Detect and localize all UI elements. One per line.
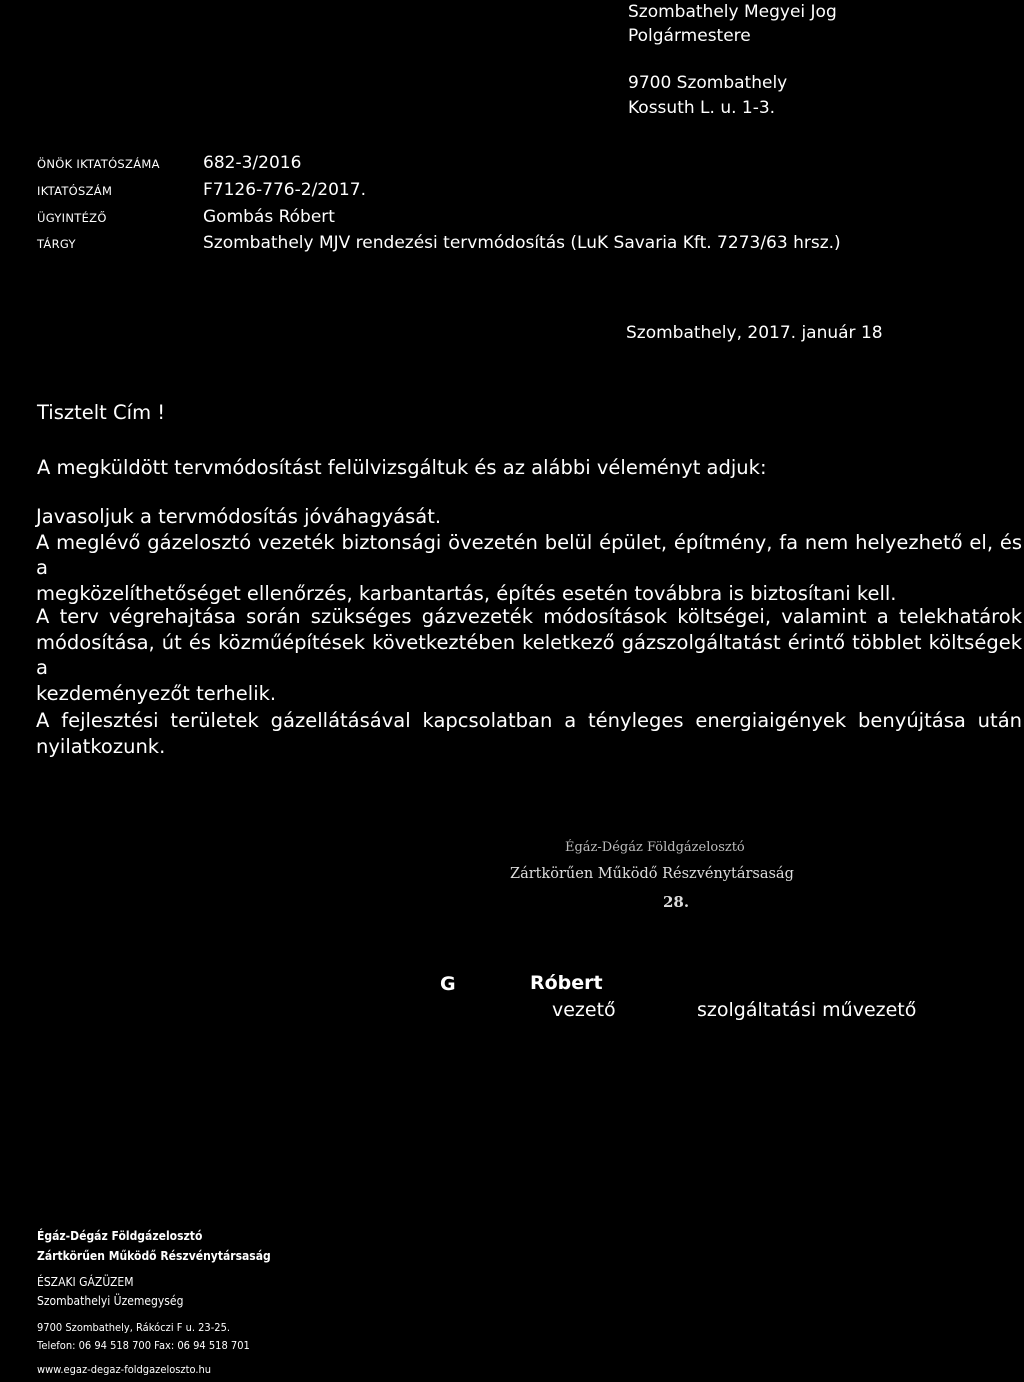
signature-title-2: szolgáltatási művezető bbox=[697, 999, 917, 1021]
stamp-line3: 28. bbox=[663, 893, 690, 911]
paragraph-2 bbox=[36, 604, 1022, 706]
paragraph-2-line-2: módosítása, út és közműépítések következtében keletkező gázszolgáltatást érintő többlet költségek a bbox=[36, 630, 1022, 679]
paragraph-2-line-3: kezdeményezőt terhelik. bbox=[36, 681, 277, 705]
paragraph-3-line-2: nyilatkozunk. bbox=[36, 734, 166, 758]
letter-date: Szombathely, 2017. január 18 bbox=[626, 323, 883, 343]
paragraph-1 bbox=[36, 504, 1022, 606]
paragraph-2-line-1: A terv végrehajtása során szükséges gázvezeték módosítások költségei, valamint a telekhatárok bbox=[36, 605, 1022, 628]
onok-label: ÖNÖK IKTATÓSZÁMA bbox=[37, 157, 160, 171]
footer-phone: Telefon: 06 94 518 700 Fax: 06 94 518 701 bbox=[37, 1339, 250, 1352]
intro-sentence: A megküldött tervmódosítást felülvizsgáltuk és az alábbi véleményt adjuk: bbox=[37, 456, 767, 479]
salutation: Tisztelt Cím ! bbox=[37, 401, 166, 424]
iktato-value: F7126-776-2/2017. bbox=[203, 180, 366, 200]
onok-value: 682-3/2016 bbox=[203, 153, 302, 173]
paragraph-1-line-2: A meglévő gázelosztó vezeték biztonsági övezetén belül épület, építmény, fa nem helyezhető el, és a bbox=[36, 530, 1022, 579]
signature-name: Róbert bbox=[530, 972, 603, 994]
signature-initial: G bbox=[440, 973, 456, 995]
footer-unit: ÉSZAKI GÁZÜZEM bbox=[37, 1275, 134, 1289]
footer-address: 9700 Szombathely, Rákóczi F u. 23-25. bbox=[37, 1321, 231, 1334]
paragraph-1-line-1: Javasoljuk a tervmódosítás jóváhagyását. bbox=[36, 505, 442, 528]
paragraph-3 bbox=[36, 708, 1022, 759]
recipient-line2: Polgármestere bbox=[628, 26, 751, 46]
footer-web: www.egaz-degaz-foldgazeloszto.hu bbox=[37, 1363, 212, 1376]
signature-title-1: vezető bbox=[552, 999, 616, 1021]
stamp-line2: Zártkörűen Működő Részvénytársaság bbox=[510, 866, 794, 882]
stamp-line1: Égáz-Dégáz Földgázelosztó bbox=[565, 840, 745, 855]
ugyintezo-value: Gombás Róbert bbox=[203, 207, 335, 227]
paragraph-3-line-1: A fejlesztési területek gázellátásával kapcsolatban a tényleges energiaigények benyújtása után bbox=[36, 709, 1022, 732]
paragraph-1-line-3: megközelíthetőséget ellenőrzés, karbantartás, építés esetén továbbra is biztosítani kell. bbox=[36, 581, 897, 605]
ugyintezo-label: ÜGYINTÉZŐ bbox=[37, 211, 107, 225]
targy-label: TÁRGY bbox=[37, 237, 76, 251]
footer-subunit: Szombathelyi Üzemegység bbox=[37, 1294, 184, 1308]
footer-company-1: Égáz-Dégáz Földgázelosztó bbox=[37, 1229, 203, 1243]
recipient-address2: Kossuth L. u. 1-3. bbox=[628, 98, 776, 118]
iktato-label: IKTATÓSZÁM bbox=[37, 184, 113, 198]
recipient-address1: 9700 Szombathely bbox=[628, 73, 788, 93]
targy-value: Szombathely MJV rendezési tervmódosítás (LuK Savaria Kft. 7273/63 hrsz.) bbox=[203, 233, 841, 253]
recipient-line1: Szombathely Megyei Jog bbox=[628, 2, 837, 22]
footer-company-2: Zártkörűen Működő Részvénytársaság bbox=[37, 1249, 271, 1263]
